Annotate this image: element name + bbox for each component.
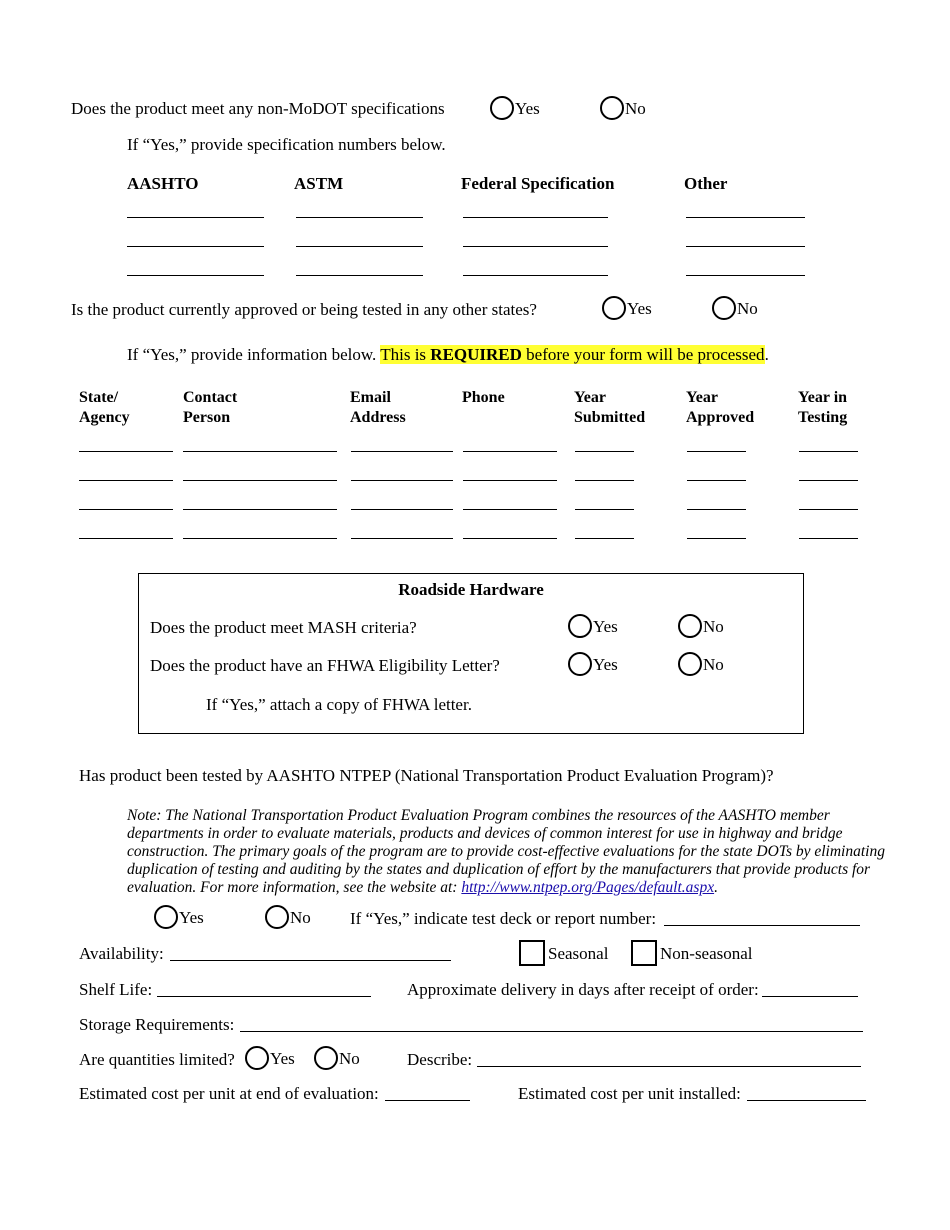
non-modot-no-radio[interactable] — [600, 96, 624, 120]
header-line: Agency — [79, 409, 130, 426]
non-modot-yes-radio[interactable] — [490, 96, 514, 120]
fhwa-instruction: If “Yes,” attach a copy of FHWA letter. — [206, 695, 472, 714]
aashto-field-3[interactable] — [127, 275, 264, 276]
other-states-yes-option[interactable] — [602, 296, 652, 320]
col-header-year-testing — [798, 388, 847, 428]
year-testing-field[interactable] — [799, 538, 858, 539]
non-modot-no-option[interactable] — [600, 96, 646, 120]
required-pre: This is — [380, 345, 431, 364]
cost-installed-field[interactable] — [747, 1100, 866, 1101]
quantities-no-option[interactable] — [314, 1046, 360, 1070]
year-approved-field[interactable] — [687, 480, 746, 481]
yes-label: Yes — [593, 617, 618, 636]
fhwa-no-option[interactable] — [678, 652, 724, 676]
other-states-no-option[interactable] — [712, 296, 758, 320]
header-line: State/ — [79, 389, 119, 406]
quantities-yes-radio[interactable] — [245, 1046, 269, 1070]
cost-eval-field[interactable] — [385, 1100, 470, 1101]
ntpep-report-label: If “Yes,” indicate test deck or report number: — [350, 909, 657, 928]
shelf-life-field[interactable] — [157, 996, 371, 997]
col-header-year-submitted — [574, 388, 645, 428]
storage-label: Storage Requirements: — [79, 1015, 235, 1034]
phone-field[interactable] — [463, 509, 557, 510]
seasonal-option[interactable] — [519, 940, 608, 966]
spec-header-astm: ASTM — [294, 174, 344, 193]
quantities-no-radio[interactable] — [314, 1046, 338, 1070]
email-field[interactable] — [351, 451, 453, 452]
non-modot-yes-option[interactable] — [490, 96, 540, 120]
col-header-state — [79, 388, 130, 428]
ntpep-report-field[interactable] — [664, 925, 860, 926]
header-line: Phone — [462, 389, 505, 406]
year-testing-field[interactable] — [799, 451, 858, 452]
ntpep-note-text: Note: The National Transportation Product Evaluation Program combines the resources of the AASHTO member departments in order to evaluate materials, products and devices of common interest for use in highway and bridge construction. The primary goals of the program are to provide cost-effective evaluations for the state DOTs by eliminating duplication of testing and auditing by the states and duplication of effort by the manufacturers that provide products for evaluation. For more information, see the website at: — [127, 807, 885, 896]
no-label: No — [625, 99, 646, 118]
header-line: Contact — [183, 389, 238, 406]
header-line: Year — [574, 389, 606, 406]
describe-label: Describe: — [407, 1050, 473, 1069]
ntpep-question: Has product been tested by AASHTO NTPEP (National Transportation Product Evaluation Program)? — [79, 766, 774, 785]
aashto-field-1[interactable] — [127, 217, 264, 218]
fhwa-no-radio[interactable] — [678, 652, 702, 676]
other-states-yes-radio[interactable] — [602, 296, 626, 320]
quantities-label: Are quantities limited? — [79, 1050, 235, 1069]
yes-label: Yes — [627, 299, 652, 318]
header-line: Email — [350, 389, 391, 406]
year-testing-field[interactable] — [799, 480, 858, 481]
astm-field-2[interactable] — [296, 246, 423, 247]
yes-label: Yes — [593, 655, 618, 674]
no-label: No — [703, 655, 724, 674]
year-testing-field[interactable] — [799, 509, 858, 510]
non-seasonal-label: Non-seasonal — [660, 944, 753, 963]
other-states-instruction — [127, 345, 769, 365]
non-seasonal-option[interactable] — [631, 940, 753, 966]
cost-installed-label: Estimated cost per unit installed: — [518, 1084, 741, 1103]
mash-yes-option[interactable] — [568, 614, 618, 638]
fhwa-yes-option[interactable] — [568, 652, 618, 676]
astm-field-1[interactable] — [296, 217, 423, 218]
non-modot-question: Does the product meet any non-MoDOT specifications — [71, 99, 445, 118]
header-line: Submitted — [574, 409, 646, 426]
ntpep-note-end: . — [714, 879, 718, 896]
header-line: Person — [183, 409, 231, 426]
col-header-email — [350, 388, 406, 428]
ntpep-website-link[interactable]: http://www.ntpep.org/Pages/default.aspx — [461, 879, 715, 896]
seasonal-checkbox[interactable] — [519, 940, 545, 966]
yes-label: Yes — [270, 1049, 295, 1068]
ntpep-yes-radio[interactable] — [154, 905, 178, 929]
other-states-no-radio[interactable] — [712, 296, 736, 320]
no-label: No — [737, 299, 758, 318]
header-line: Year in — [798, 389, 848, 406]
ntpep-no-radio[interactable] — [265, 905, 289, 929]
spec-header-other: Other — [684, 174, 728, 193]
contact-field[interactable] — [183, 538, 337, 539]
ntpep-yes-option[interactable] — [154, 905, 204, 929]
spec-header-aashto: AASHTO — [127, 174, 199, 193]
no-label: No — [339, 1049, 360, 1068]
state-field[interactable] — [79, 509, 173, 510]
spec-instruction: If “Yes,” provide specification numbers below. — [127, 135, 446, 154]
state-field[interactable] — [79, 538, 173, 539]
delivery-field[interactable] — [762, 996, 858, 997]
header-line: Approved — [686, 409, 755, 426]
col-header-phone — [462, 388, 505, 408]
required-post: before your form will be processed — [521, 345, 765, 364]
seasonal-label: Seasonal — [548, 944, 609, 963]
state-field[interactable] — [79, 480, 173, 481]
no-label: No — [290, 908, 311, 927]
roadside-title: Roadside Hardware — [398, 580, 544, 599]
header-line: Testing — [798, 409, 848, 426]
mash-yes-radio[interactable] — [568, 614, 592, 638]
year-submitted-field[interactable] — [575, 451, 634, 452]
mash-question: Does the product meet MASH criteria? — [150, 618, 417, 637]
cost-eval-label: Estimated cost per unit at end of evaluation: — [79, 1084, 379, 1103]
shelf-life-label: Shelf Life: — [79, 980, 153, 999]
year-submitted-field[interactable] — [575, 538, 634, 539]
spec-header-federal: Federal Specification — [461, 174, 615, 193]
astm-field-3[interactable] — [296, 275, 423, 276]
fhwa-question: Does the product have an FHWA Eligibility Letter? — [150, 656, 500, 675]
phone-field[interactable] — [463, 538, 557, 539]
fhwa-yes-radio[interactable] — [568, 652, 592, 676]
email-field[interactable] — [351, 538, 453, 539]
availability-label: Availability: — [79, 944, 164, 963]
aashto-field-2[interactable] — [127, 246, 264, 247]
phone-field[interactable] — [463, 451, 557, 452]
no-label: No — [703, 617, 724, 636]
other-field-1[interactable] — [686, 217, 805, 218]
non-seasonal-checkbox[interactable] — [631, 940, 657, 966]
header-line: Address — [350, 409, 406, 426]
year-approved-field[interactable] — [687, 509, 746, 510]
instruction-prefix: If “Yes,” provide information below. — [127, 345, 381, 364]
required-notice — [380, 345, 764, 364]
year-approved-field[interactable] — [687, 451, 746, 452]
storage-field[interactable] — [240, 1031, 863, 1032]
contact-field[interactable] — [183, 480, 337, 481]
year-submitted-field[interactable] — [575, 480, 634, 481]
yes-label: Yes — [179, 908, 204, 927]
email-field[interactable] — [351, 480, 453, 481]
email-field[interactable] — [351, 509, 453, 510]
phone-field[interactable] — [463, 480, 557, 481]
required-bold: REQUIRED — [430, 345, 522, 364]
ntpep-no-option[interactable] — [265, 905, 311, 929]
col-header-year-approved — [686, 388, 754, 428]
quantities-yes-option[interactable] — [245, 1046, 295, 1070]
delivery-label: Approximate delivery in days after receipt of order: — [407, 980, 759, 999]
header-line: Year — [686, 389, 718, 406]
mash-no-radio[interactable] — [678, 614, 702, 638]
col-header-contact — [183, 388, 237, 428]
other-field-2[interactable] — [686, 246, 805, 247]
federal-field-1[interactable] — [463, 217, 608, 218]
other-states-question: Is the product currently approved or being tested in any other states? — [71, 300, 537, 319]
contact-field[interactable] — [183, 509, 337, 510]
availability-field[interactable] — [170, 960, 451, 961]
mash-no-option[interactable] — [678, 614, 724, 638]
year-approved-field[interactable] — [687, 538, 746, 539]
federal-field-2[interactable] — [463, 246, 608, 247]
state-field[interactable] — [79, 451, 173, 452]
year-submitted-field[interactable] — [575, 509, 634, 510]
federal-field-3[interactable] — [463, 275, 608, 276]
other-field-3[interactable] — [686, 275, 805, 276]
instruction-period: . — [764, 345, 769, 364]
ntpep-note — [127, 807, 887, 897]
contact-field[interactable] — [183, 451, 337, 452]
yes-label: Yes — [515, 99, 540, 118]
describe-field[interactable] — [477, 1066, 861, 1067]
